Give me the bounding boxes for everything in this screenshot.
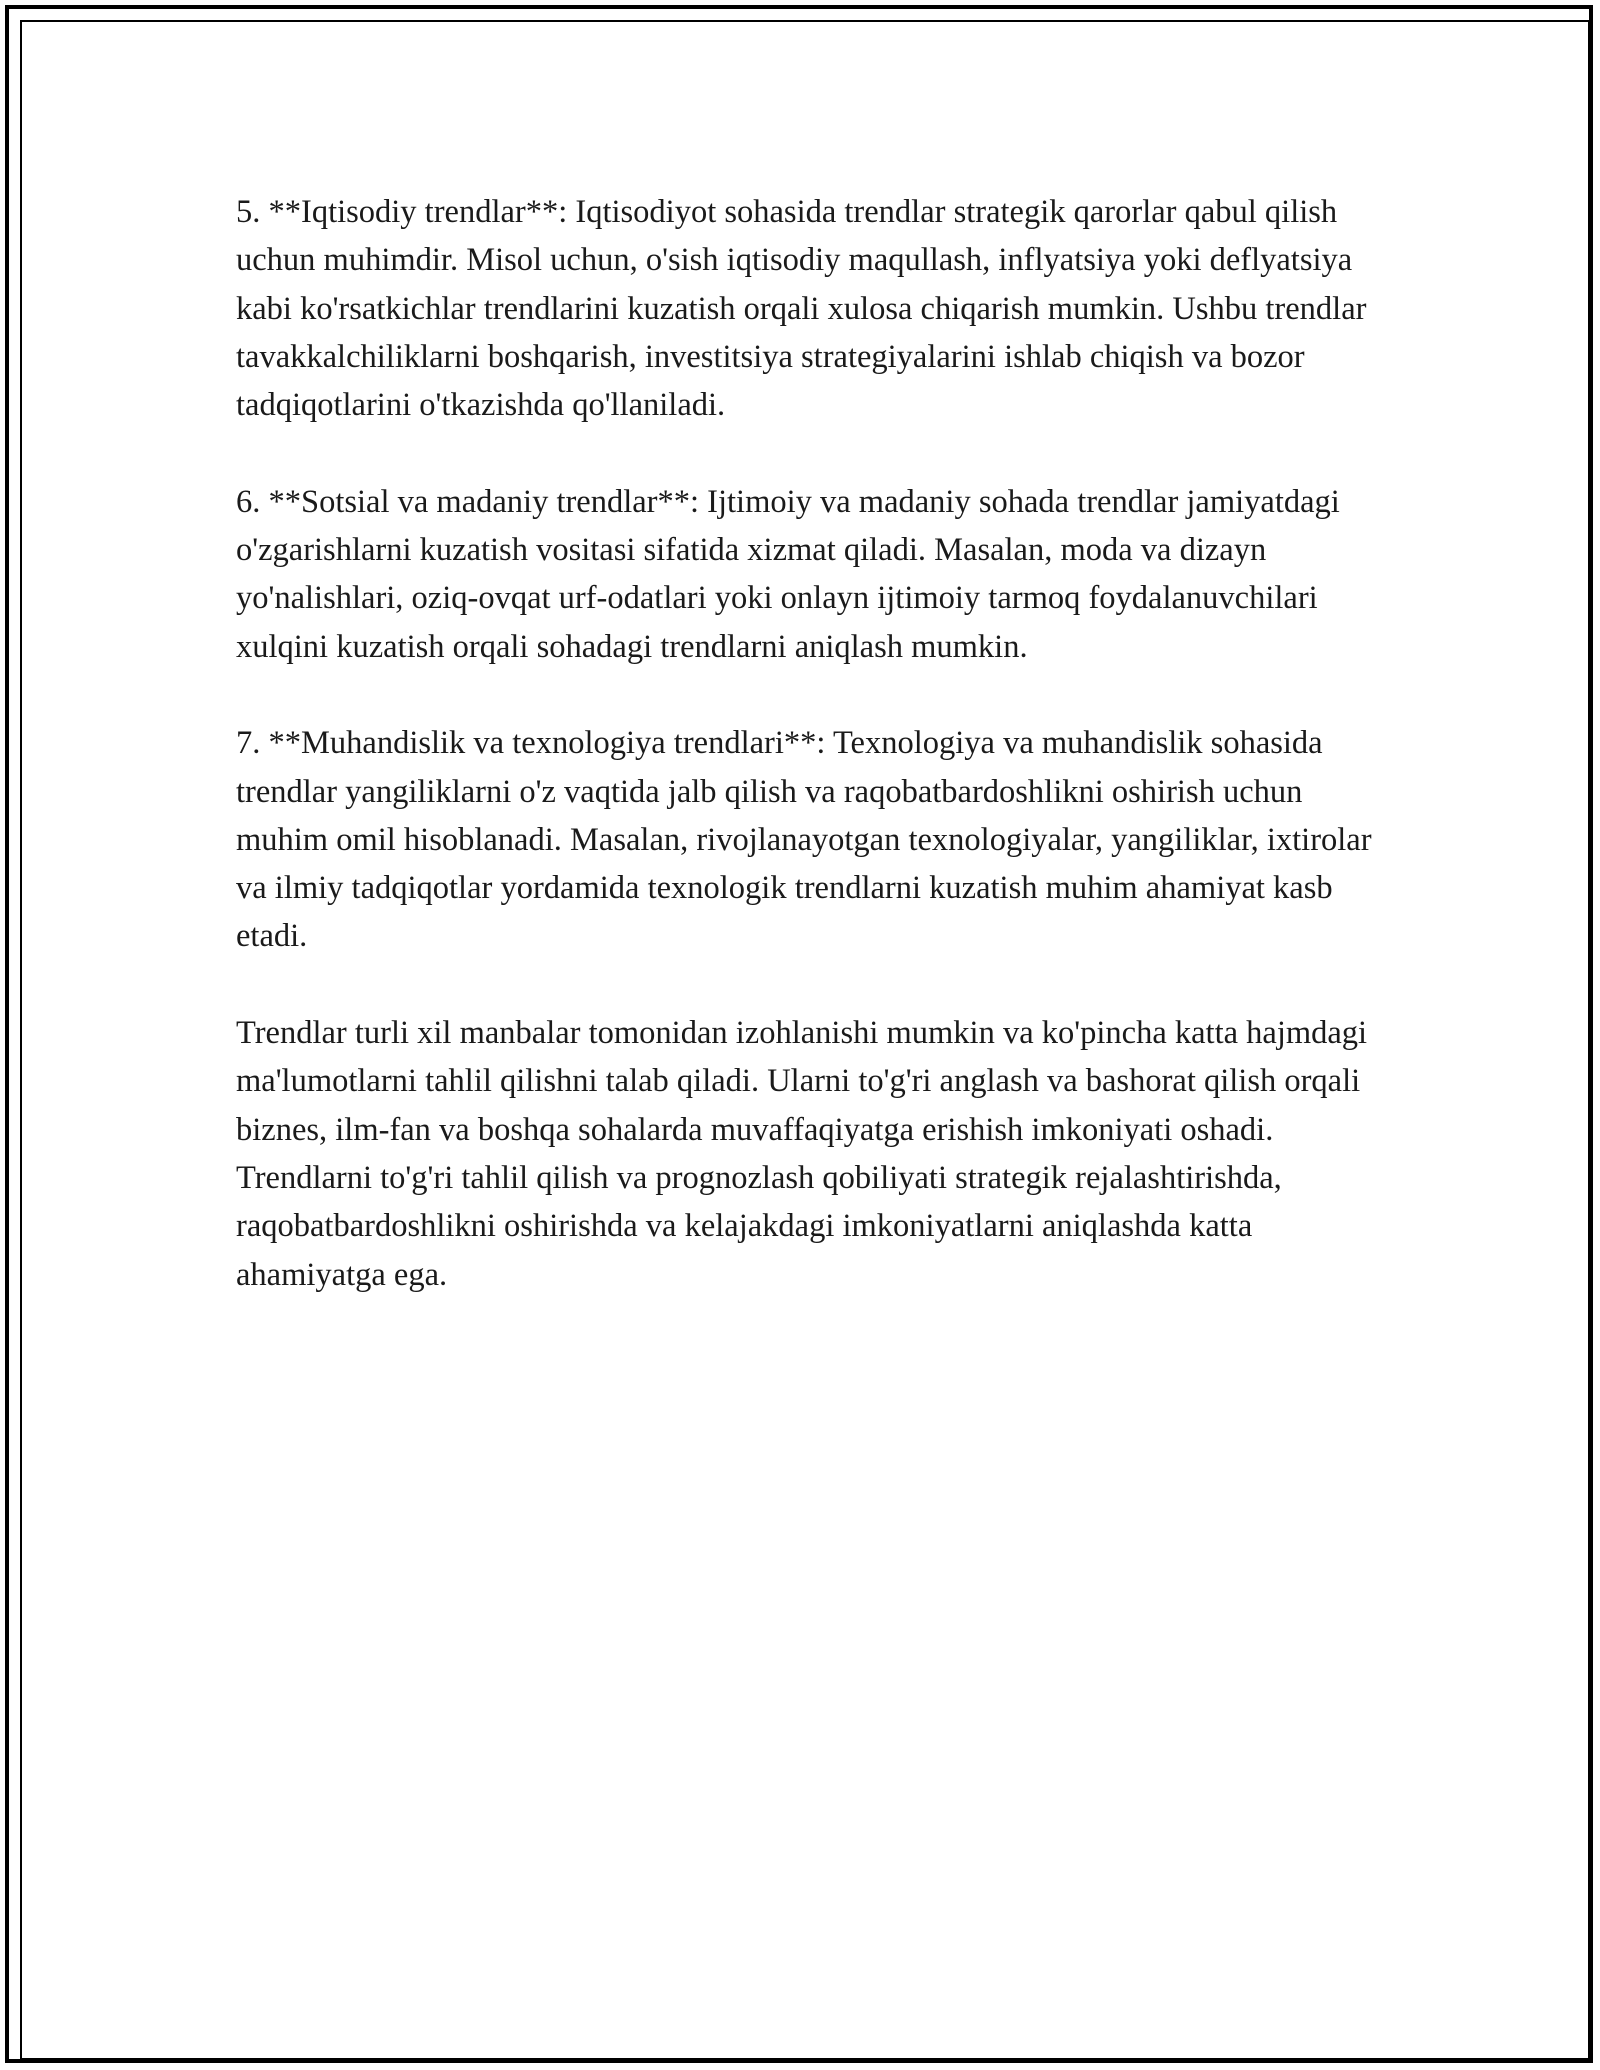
document-body bbox=[236, 188, 1376, 1347]
paragraph-engineering-technology-trends: 7. **Muhandislik va texnologiya trendlari**: Texnologiya va muhandislik sohasida trendlar yangiliklarni o'z vaqtida jalb qilish va raqobatbardoshlikni oshirish uchun muhim omil hisoblanadi. Masalan, rivojlanayotgan texnologiyalar, yangiliklar, ixtirolar va ilmiy tadqiqotlar yordamida texnologik trendlarni kuzatish muhim ahamiyat kasb etadi. bbox=[236, 725, 1372, 955]
paragraph-economic-trends: 5. **Iqtisodiy trendlar**: Iqtisodiyot sohasida trendlar strategik qarorlar qabul qilish uchun muhimdir. Misol uchun, o'sish iqtisodiy maqullash, inflyatsiya yoki deflyatsiya kabi ko'rsatkichlar trendlarini kuzatish orqali xulosa chiqarish mumkin. Ushbu trendlar tavakkalchiliklarni boshqarish, investitsiya strategiyalarini ishlab chiqish va bozor tadqiqotlarini o'tkazishda qo'llaniladi. bbox=[236, 194, 1367, 424]
paragraph-social-cultural-trends: 6. **Sotsial va madaniy trendlar**: Ijtimoiy va madaniy sohada trendlar jamiyatdagi o'zgarishlarni kuzatish vositasi sifatida xizmat qiladi. Masalan, moda va dizayn yo'nalishlari, oziq-ovqat urf-odatlari yoki onlayn ijtimoiy tarmoq foydalanuvchilari xulqini kuzatish orqali sohadagi trendlarni aniqlash mumkin. bbox=[236, 483, 1340, 665]
paragraph-conclusion: Trendlar turli xil manbalar tomonidan izohlanishi mumkin va ko'pincha katta hajmdagi ma'lumotlarni tahlil qilishni talab qiladi. Ularni to'g'ri anglash va bashorat qilish orqali biznes, ilm-fan va boshqa sohalarda muvaffaqiyatga erishish imkoniyati oshadi. Trendlarni to'g'ri tahlil qilish va prognozlash qobiliyati strategik rejalashtirishda, raqobatbardoshlikni oshirishda va kelajakdagi imkoniyatlarni aniqlashda katta ahamiyatga ega. bbox=[236, 1015, 1368, 1293]
